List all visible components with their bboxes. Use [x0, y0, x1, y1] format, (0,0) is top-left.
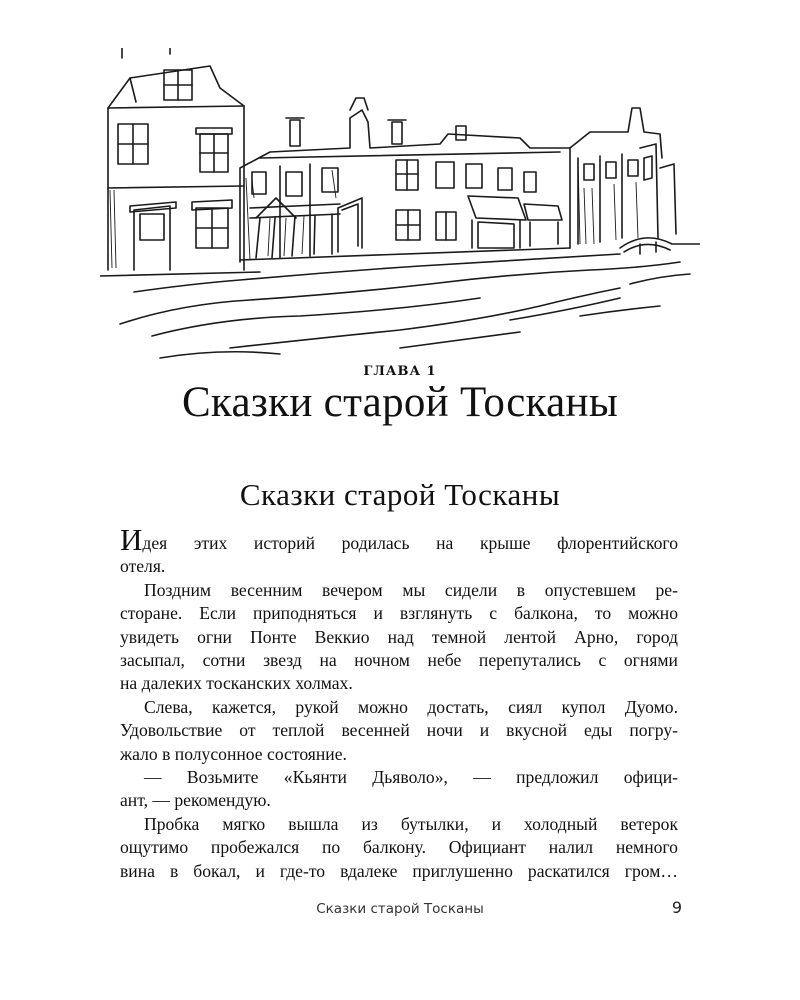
text-line: ощутимо пробежался по балкону. Официант налил немного — [120, 837, 678, 858]
chapter-label: ГЛАВА 1 — [363, 364, 437, 379]
text-line: Слева, кажется, рукой можно достать, сиял купол Дуомо. — [144, 696, 678, 717]
text-line: Пробка мягко вышла из бутылки, и холодный ветерок — [144, 813, 679, 834]
text-line: сторане. Если приподняться и взглянуть с балкона, то можно — [120, 603, 678, 624]
paragraph — [120, 579, 678, 696]
paragraph — [120, 696, 678, 766]
text-line: вина в бокал, и где-то вдалеке приглушенно раскатился гром… — [120, 860, 678, 881]
text-line: увидеть огни Понте Веккио над темной лентой Арно, город — [120, 626, 678, 647]
running-title: Сказки старой Тосканы — [316, 901, 484, 917]
chapter-title: Сказки старой Тосканы — [181, 379, 619, 426]
paragraph — [120, 522, 678, 579]
street-illustration — [100, 48, 700, 360]
text-line: отеля. — [120, 556, 166, 577]
text-line: на далеких тосканских холмах. — [120, 673, 353, 694]
text-line: дея этих историй родилась на крыше флорентийского — [142, 533, 678, 553]
drop-cap: И — [120, 522, 143, 557]
text-line: — Возьмите «Кьянти Дьяволо», — предложил офици- — [144, 767, 678, 788]
text-line: Поздним весенним вечером мы сидели в опустевшем ре- — [144, 579, 678, 600]
paragraph — [120, 813, 678, 883]
text-line: засыпал, сотни звезд на ночном небе перепутались с огнями — [120, 650, 678, 671]
body-text — [120, 522, 679, 883]
section-title: Сказки старой Тосканы — [239, 477, 561, 512]
text-line: Удовольствие от теплой весенней ночи и вкусной еды погру- — [120, 720, 679, 741]
page-number: 9 — [671, 898, 682, 917]
text-line: жало в полусонное состояние. — [120, 743, 347, 764]
text-line: ант, — рекомендую. — [120, 790, 271, 811]
paragraph — [120, 766, 678, 813]
